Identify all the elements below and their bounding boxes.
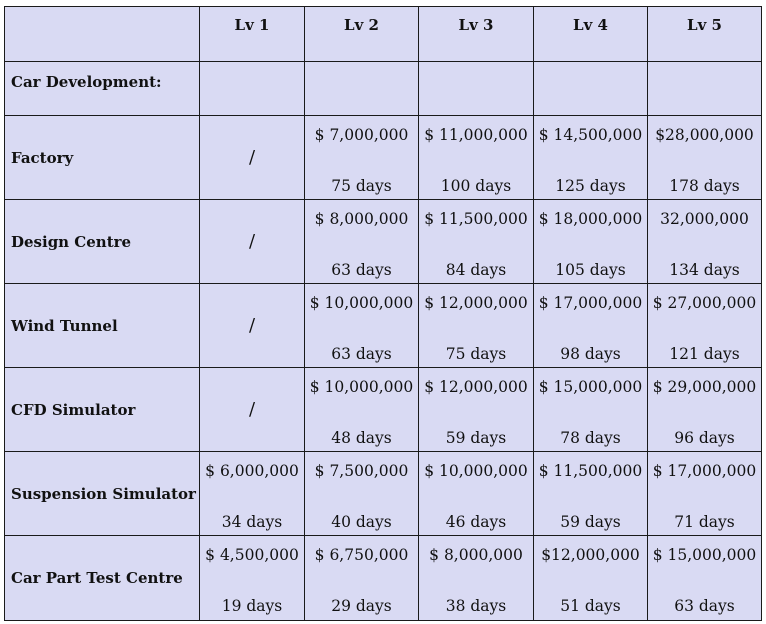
facility-name: Factory: [11, 148, 74, 167]
facility-name-cell: [5, 284, 200, 368]
table-row: [5, 452, 762, 536]
upgrade-duration: 46 days: [445, 513, 507, 531]
empty-cell: [648, 62, 762, 116]
level-cell: [534, 536, 648, 621]
upgrade-duration: 19 days: [221, 597, 283, 615]
upgrade-cost: $ 7,000,000: [314, 126, 409, 144]
upgrade-duration: 96 days: [674, 429, 735, 447]
upgrade-duration: 84 days: [445, 261, 507, 279]
level-cell: [419, 200, 534, 284]
upgrade-duration: 29 days: [331, 597, 392, 615]
column-header: Lv 1: [234, 16, 270, 34]
level-cell: [200, 452, 305, 536]
level-cell: [200, 368, 305, 452]
not-available-mark: /: [248, 147, 256, 168]
upgrade-duration: 75 days: [445, 345, 507, 363]
level-cell: [534, 284, 648, 368]
facility-name-cell: [5, 452, 200, 536]
upgrade-cost: $ 27,000,000: [652, 294, 757, 312]
upgrade-duration: 38 days: [445, 597, 507, 615]
level-cell: [648, 200, 762, 284]
upgrade-cost: $ 17,000,000: [652, 462, 757, 480]
upgrade-duration: 78 days: [560, 429, 621, 447]
level-cell: [305, 536, 419, 621]
level-cell: [419, 536, 534, 621]
upgrade-duration: 75 days: [331, 177, 392, 195]
not-available-mark: /: [248, 315, 256, 336]
upgrade-duration: 178 days: [669, 177, 740, 195]
empty-cell: [534, 62, 648, 116]
not-available-mark: /: [248, 399, 256, 420]
facility-name: Car Part Test Centre: [11, 569, 183, 587]
upgrade-cost: $ 7,500,000: [314, 462, 409, 480]
level-cell: [419, 368, 534, 452]
header-cell-lv3: [419, 7, 534, 62]
facility-name: Design Centre: [11, 232, 132, 251]
level-cell: [305, 452, 419, 536]
level-cell: [419, 452, 534, 536]
upgrade-duration: 63 days: [331, 261, 392, 279]
upgrade-cost: $ 4,500,000: [205, 546, 299, 564]
level-cell: [419, 284, 534, 368]
level-cell: [305, 284, 419, 368]
header-row: [5, 7, 762, 62]
upgrade-duration: 134 days: [669, 261, 740, 279]
upgrade-duration: 59 days: [445, 429, 507, 447]
not-available-mark: /: [248, 231, 256, 252]
table-row: [5, 116, 762, 200]
upgrade-cost: $ 6,000,000: [205, 462, 299, 480]
level-cell: [534, 116, 648, 200]
level-cell: [200, 200, 305, 284]
header-cell-lv2: [305, 7, 419, 62]
upgrade-duration: 59 days: [560, 513, 621, 531]
level-cell: [305, 200, 419, 284]
upgrade-cost: $12,000,000: [541, 546, 640, 564]
upgrade-cost-table: [4, 6, 762, 621]
upgrade-cost: $ 12,000,000: [424, 378, 528, 396]
upgrade-cost: $ 11,500,000: [538, 462, 643, 480]
upgrade-duration: 125 days: [555, 177, 626, 195]
empty-cell: [305, 62, 419, 116]
empty-cell: [419, 62, 534, 116]
upgrade-cost: $ 10,000,000: [309, 294, 414, 312]
empty-cell: [200, 62, 305, 116]
facility-name: Suspension Simulator: [11, 484, 196, 503]
header-cell-lv5: [648, 7, 762, 62]
upgrade-cost: $ 8,000,000: [314, 210, 409, 228]
level-cell: [200, 116, 305, 200]
level-cell: [534, 200, 648, 284]
column-header: Lv 2: [344, 16, 379, 34]
level-cell: [200, 284, 305, 368]
column-header: Lv 4: [573, 16, 608, 34]
upgrade-cost: $ 15,000,000: [538, 378, 643, 396]
table-row: [5, 284, 762, 368]
upgrade-duration: 51 days: [560, 597, 621, 615]
facility-name-cell: [5, 200, 200, 284]
facility-name-cell: [5, 368, 200, 452]
upgrade-cost: $ 11,500,000: [424, 210, 528, 228]
level-cell: [648, 368, 762, 452]
upgrade-duration: 121 days: [669, 345, 740, 363]
upgrade-cost: $ 10,000,000: [424, 462, 528, 480]
level-cell: [305, 116, 419, 200]
section-row: [5, 62, 762, 116]
upgrade-duration: 48 days: [331, 429, 392, 447]
level-cell: [305, 368, 419, 452]
upgrade-cost: $ 10,000,000: [309, 378, 414, 396]
upgrade-duration: 40 days: [331, 513, 392, 531]
column-header: Lv 3: [458, 16, 494, 34]
facility-name-cell: [5, 116, 200, 200]
table-row: [5, 200, 762, 284]
level-cell: [648, 536, 762, 621]
upgrade-duration: 71 days: [674, 513, 735, 531]
upgrade-cost: $ 6,750,000: [314, 546, 409, 564]
upgrade-duration: 98 days: [560, 345, 621, 363]
upgrade-cost: $ 11,000,000: [424, 126, 528, 144]
facility-name-cell: [5, 536, 200, 621]
column-header: Lv 5: [687, 16, 722, 34]
level-cell: [534, 368, 648, 452]
upgrade-cost: $28,000,000: [655, 126, 754, 144]
level-cell: [419, 116, 534, 200]
upgrade-cost: $ 12,000,000: [424, 294, 528, 312]
table-row: [5, 368, 762, 452]
upgrade-cost: $ 17,000,000: [538, 294, 643, 312]
upgrade-cost: $ 14,500,000: [538, 126, 643, 144]
facility-name: CFD Simulator: [11, 400, 136, 419]
facility-name: Wind Tunnel: [11, 316, 118, 335]
upgrade-cost: $ 15,000,000: [652, 546, 757, 564]
section-title: Car Development:: [11, 73, 162, 91]
upgrade-cost: $ 8,000,000: [429, 546, 523, 564]
level-cell: [648, 116, 762, 200]
upgrade-duration: 63 days: [331, 345, 392, 363]
upgrade-duration: 100 days: [440, 177, 512, 195]
upgrade-cost: 32,000,000: [660, 210, 749, 228]
header-corner-cell: [5, 7, 200, 62]
upgrade-cost: $ 29,000,000: [652, 378, 757, 396]
header-cell-lv4: [534, 7, 648, 62]
level-cell: [648, 452, 762, 536]
level-cell: [200, 536, 305, 621]
upgrade-cost: $ 18,000,000: [538, 210, 643, 228]
section-title-cell: [5, 62, 200, 116]
upgrade-duration: 34 days: [221, 513, 283, 531]
level-cell: [648, 284, 762, 368]
table-row: [5, 536, 762, 621]
upgrade-duration: 63 days: [674, 597, 735, 615]
upgrade-duration: 105 days: [555, 261, 626, 279]
header-cell-lv1: [200, 7, 305, 62]
level-cell: [534, 452, 648, 536]
